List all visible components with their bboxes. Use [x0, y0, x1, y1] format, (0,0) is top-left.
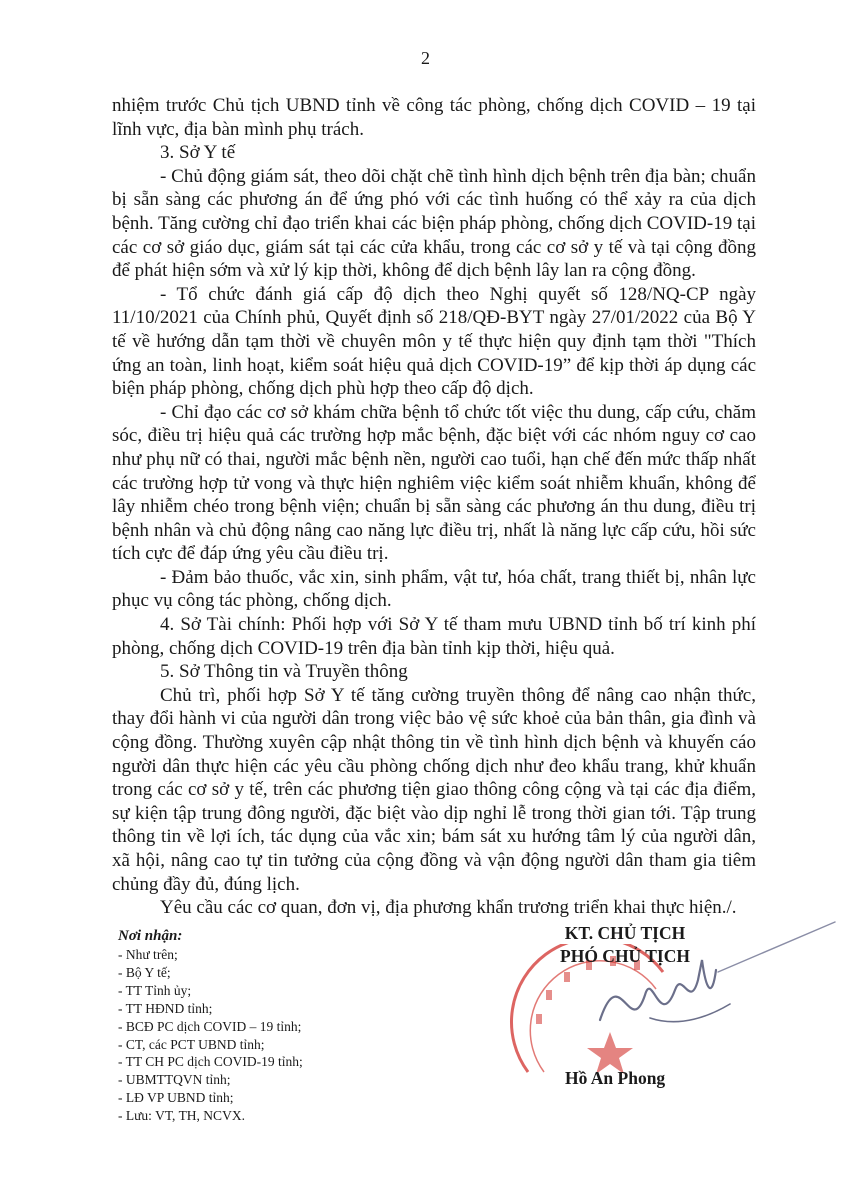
signer-name: Hồ An Phong [565, 1068, 666, 1088]
recipient-item: - CT, các PCT UBND tỉnh; [118, 1036, 265, 1052]
paragraph-continuation: nhiệm trước Chủ tịch UBND tỉnh về công tác phòng, chống dịch COVID – 19 tại lĩnh vực, địa bàn mình phụ trách. [112, 95, 756, 140]
section-heading-health: 3. Sở Y tế [160, 142, 236, 164]
paragraph-request: Yêu cầu các cơ quan, đơn vị, địa phương khẩn trương triển khai thực hiện./. [160, 897, 737, 919]
signature-title-line2: PHÓ CHỦ TỊCH [560, 946, 690, 966]
paragraph-supplies: - Đảm bảo thuốc, vắc xin, sinh phẩm, vật tư, hóa chất, trang thiết bị, nhân lực phục vụ công tác phòng, chống dịch. [112, 566, 756, 612]
recipient-item: - TT HĐND tỉnh; [118, 1000, 213, 1016]
section-heading-finance: 4. Sở Tài chính: Phối hợp với Sở Y tế tham mưu UBND tỉnh bố trí kinh phí phòng, chống dịch COVID-19 trên địa bàn tỉnh kịp thời, hiệu quả. [112, 614, 756, 659]
recipient-item: - BCĐ PC dịch COVID – 19 tỉnh; [118, 1018, 302, 1034]
paragraph-monitoring: - Chủ động giám sát, theo dõi chặt chẽ tình hình dịch bệnh trên địa bàn; chuẩn bị sẵn sàng các phương án để ứng phó với các tình huống có thể xảy ra của dịch bệnh. Tăng cường chỉ đạo triển khai các biện pháp phòng, chống dịch COVID-19 tại các cơ sở giáo dục, giám sát tại các cửa khẩu, trong các cơ sở y tế và tại cộng đồng để phát hiện sớm và xử lý kịp thời, không để dịch bệnh lây lan ra cộng đồng. [112, 165, 756, 282]
signature-title-line1: KT. CHỦ TỊCH [564, 923, 686, 943]
recipient-item: - Lưu: VT, TH, NCVX. [118, 1108, 245, 1124]
paragraph-treatment: - Chỉ đạo các cơ sở khám chữa bệnh tổ chức tốt việc thu dung, cấp cứu, chăm sóc, điều trị hiệu quả các trường hợp mắc bệnh, đặc biệt với các nhóm nguy cơ cao như phụ nữ có thai, người mắc bệnh nền, người cao tuổi, hạn chế đến mức thấp nhất các trường hợp tử vong và thực hiện nghiêm việc kiểm soát nhiễm khuẩn, không để lây nhiễm chéo trong bệnh viện; chuẩn bị sẵn sàng các phương án thu dung, điều trị bệnh nhân và chủ động nâng cao năng lực điều trị, nhất là năng lực cấp cứu, hồi sức tích cực để đáp ứng yêu cầu điều trị. [112, 401, 756, 565]
recipients-block [118, 926, 458, 1125]
document-body [112, 94, 756, 920]
signature-block [500, 922, 750, 968]
section-heading-communications: 5. Sở Thông tin và Truyền thông [160, 661, 408, 683]
paragraph-assessment: - Tổ chức đánh giá cấp độ dịch theo Nghị quyết số 128/NQ-CP ngày 11/10/2021 của Chính phủ, Quyết định số 218/QĐ-BYT ngày 27/01/2022 của Bộ Y tế về hướng dẫn tạm thời về chuyên môn y tế thực hiện quy định tạm thời "Thích ứng an toàn, linh hoạt, kiểm soát hiệu quả dịch COVID-19” để kịp thời áp dụng các biện pháp phòng, chống dịch phù hợp theo cấp độ dịch. [112, 283, 756, 400]
recipient-item: - Bộ Y tế; [118, 964, 171, 980]
recipient-item: - TT CH PC dịch COVID-19 tỉnh; [118, 1054, 303, 1070]
recipient-item: - UBMTTQVN tỉnh; [118, 1072, 231, 1088]
page-number: 2 [421, 48, 430, 68]
recipient-item: - TT Tỉnh ủy; [118, 982, 192, 998]
paragraph-communications: Chủ trì, phối hợp Sở Y tế tăng cường truyền thông để nâng cao nhận thức, thay đổi hành vi của người dân trong việc bảo vệ sức khoẻ của bản thân, gia đình và cộng đồng. Thường xuyên cập nhật thông tin về tình hình dịch bệnh và khuyến cáo người dân thực hiện các yêu cầu phòng chống dịch như đeo khẩu trang, khử khuẩn trong các cơ sở y tế, trên các phương tiện giao thông công cộng và tại các địa điểm, sự kiện tập trung đông người, đặc biệt vào dịp nghỉ lễ trong thời gian tới. Tập trung thông tin về lợi ích, tác dụng của vắc xin; bám sát xu hướng tâm lý của người dân, xã hội, nâng cao tự tin tưởng của cộng đồng và vận động người dân tham gia tiêm chủng đầy đủ, đúng lịch. [112, 684, 756, 895]
recipient-item: - LĐ VP UBND tỉnh; [118, 1090, 234, 1106]
recipients-title: Nơi nhận: [118, 928, 183, 944]
recipients-list [118, 946, 458, 1125]
recipient-item: - Như trên; [118, 947, 178, 962]
